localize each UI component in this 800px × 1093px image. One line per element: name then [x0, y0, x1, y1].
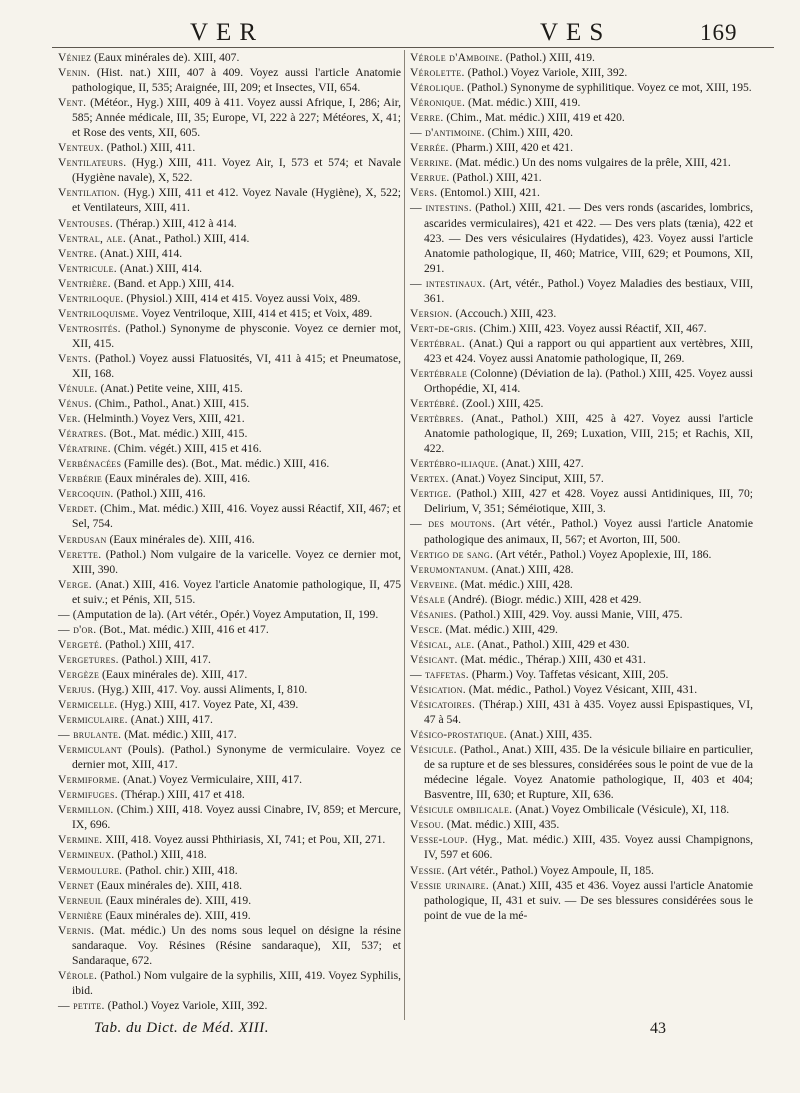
index-entry	[410, 637, 753, 652]
entry-reference: XIII, 418. Voyez aussi Phthiriasis, XI, 741; et Pou, XII, 271.	[102, 833, 386, 847]
entry-reference: (Chim., Pathol., Anat.) XIII, 415.	[91, 397, 250, 411]
index-entry	[58, 486, 401, 501]
entry-headword: Vénule.	[58, 382, 98, 396]
entry-reference: (Météor., Hyg.) XIII, 409 à 411. Voyez aussi Afrique, I, 286; Air, 585; Année médicale, III, 35; Europe, VI, 222 à 227; Météores, X, 41; et Rose des vents, XII, 605.	[72, 96, 401, 140]
index-entry	[410, 155, 753, 170]
index-entry	[58, 968, 401, 998]
entry-headword: Vésale	[410, 592, 446, 606]
entry-headword: — brulante.	[58, 728, 122, 742]
index-entry	[58, 802, 401, 832]
entry-headword: Verbérie	[58, 472, 103, 486]
index-entry	[58, 321, 401, 351]
entry-headword: Vernière	[58, 908, 103, 922]
index-entry	[410, 50, 753, 65]
index-entry	[58, 140, 401, 155]
entry-headword: Ventrière.	[58, 276, 111, 290]
index-entry	[58, 577, 401, 607]
entry-reference: (Pathol.) XIII, 427 et 428. Voyez aussi Antidiniques, III, 70; Delirium, V, 351; Séméiotique, XIII, 3.	[424, 487, 753, 516]
entry-reference: (Hyg.) XIII, 417. Voy. aussi Aliments, I, 810.	[94, 682, 308, 696]
entry-headword: Vercoquin.	[58, 487, 114, 501]
entry-headword: Vermoulure.	[58, 863, 123, 877]
entry-reference: (Eaux minérales de). XIII, 416.	[106, 532, 255, 546]
index-entry	[410, 802, 753, 817]
entry-headword: Verdet.	[58, 502, 98, 516]
entry-reference: (Anat.) XIII, 414.	[117, 261, 203, 275]
entry-reference: (Art vétér., Pathol.) Voyez Apoplexie, III, 186.	[493, 547, 712, 561]
index-entry	[58, 547, 401, 577]
entry-reference: (Pathol.) XIII, 417.	[102, 637, 195, 651]
entry-headword: — petite.	[58, 998, 105, 1012]
entry-reference: (Pathol.) Synonyme de physconie. Voyez ce dernier mot, XII, 415.	[72, 321, 401, 350]
index-entry	[58, 622, 401, 637]
entry-headword: Vermifuges.	[58, 788, 118, 802]
entry-headword: Vésicatoires.	[410, 698, 476, 712]
index-entry	[410, 306, 753, 321]
header-rule	[52, 47, 774, 48]
entry-headword: Vert-de-gris.	[410, 321, 477, 335]
index-entry	[58, 501, 401, 531]
entry-headword: Vérolette.	[410, 66, 465, 80]
index-entry	[58, 231, 401, 246]
left-column	[58, 50, 401, 1013]
index-entry	[410, 652, 753, 667]
entry-reference: (Pharm.) Voy. Taffetas vésicant, XIII, 205.	[468, 667, 669, 681]
entry-headword: Vésical, ale.	[410, 637, 475, 651]
entry-reference: (Anat.) XIII, 416. Voyez l'article Anatomie pathologique, II, 475 et suiv.; et Pénis, XII, 515.	[72, 577, 401, 606]
entry-reference: (Anat.) Voyez Vermiculaire, XIII, 417.	[120, 773, 303, 787]
entry-headword: Verrue.	[410, 171, 450, 185]
entry-headword: Vertèbres.	[410, 412, 464, 426]
entry-reference: (Pathol.) Voyez Variole, XIII, 392.	[464, 66, 628, 80]
entry-headword: Ventral, ale.	[58, 231, 127, 245]
entry-reference: (Physiol.) XIII, 414 et 415. Voyez aussi Voix, 489.	[123, 291, 361, 305]
entry-reference: (Chim.) XIII, 420.	[484, 126, 574, 140]
index-entry	[410, 607, 753, 622]
entry-headword: Ventrosités.	[58, 321, 121, 335]
entry-reference: (Eaux minérales de). XIII, 419.	[102, 908, 251, 922]
entry-reference: (Chim., Mat. médic.) XIII, 419 et 420.	[443, 111, 625, 125]
entry-headword: Verre.	[410, 111, 444, 125]
index-entry	[410, 547, 753, 562]
entry-reference: (Pathol.) XIII, 429. Voy. aussi Manie, VIII, 475.	[456, 607, 683, 621]
footer-text: Tab. du Dict. de Méd. XIII.	[94, 1020, 269, 1036]
header-left: VER	[190, 19, 264, 46]
index-entry	[58, 216, 401, 231]
index-entry	[410, 486, 753, 516]
index-entry	[410, 80, 753, 95]
index-entry	[410, 336, 753, 366]
entry-reference: (Chim.) XIII, 423. Voyez aussi Réactif, XII, 467.	[476, 321, 707, 335]
index-entry	[58, 772, 401, 787]
entry-headword: Version.	[410, 306, 453, 320]
entry-headword: Vermicelle.	[58, 698, 118, 712]
entry-reference: (Mat. médic., Pathol.) Voyez Vésicant, XIII, 431.	[465, 682, 698, 696]
entry-reference: (Anat.) XIII, 435.	[507, 728, 593, 742]
entry-reference: (Anat.) Voyez Sinciput, XIII, 57.	[448, 472, 604, 486]
entry-headword: Verrée.	[410, 141, 449, 155]
entry-reference: (Anat., Pathol.) XIII, 425 à 427. Voyez aussi l'article Anatomie pathologique, II, 269; Luxation, VIII, 215; et Rachis, XII, 422.	[424, 412, 753, 456]
index-entry	[58, 923, 401, 968]
entry-reference: (Chim.) XIII, 418. Voyez aussi Cinabre, IV, 859; et Mercure, IX, 696.	[72, 803, 401, 832]
entry-headword: — taffetas.	[410, 667, 469, 681]
index-entry	[410, 817, 753, 832]
index-entry	[410, 366, 753, 396]
entry-reference: (Art vétér., Pathol.) Voyez aussi l'article Anatomie pathologique des animaux, II, 567; et Avorton, III, 500.	[424, 517, 753, 546]
entry-reference: (Zool.) XIII, 425.	[459, 397, 544, 411]
entry-headword: Verdusan	[58, 532, 107, 546]
entry-headword: Vers.	[410, 186, 438, 200]
entry-headword: Venin.	[58, 66, 91, 80]
entry-reference: (Eaux minérales de). XIII, 416.	[102, 472, 251, 486]
entry-headword: —	[58, 607, 70, 621]
entry-headword: Vergèze	[58, 667, 100, 681]
entry-headword: Vertébral.	[410, 336, 466, 350]
entry-headword: Verbénacées	[58, 457, 122, 471]
index-entry	[58, 667, 401, 682]
index-entry	[410, 140, 753, 155]
index-entry	[410, 411, 753, 456]
entry-reference: (Pathol.) XIII, 421.	[449, 171, 542, 185]
signature-mark: 43	[650, 1020, 666, 1037]
entry-reference: (Entomol.) XIII, 421.	[437, 186, 540, 200]
index-entry	[58, 682, 401, 697]
index-entry	[410, 65, 753, 80]
index-entry	[58, 998, 401, 1013]
entry-headword: Ventriloquisme.	[58, 306, 139, 320]
index-entry	[410, 110, 753, 125]
entry-headword: — d'antimoine.	[410, 126, 485, 140]
index-entry	[58, 652, 401, 667]
index-entry	[410, 276, 753, 306]
entry-reference: (Hist. nat.) XIII, 407 à 409. Voyez aussi l'article Anatomie pathologique, II, 535; Araignée, III, 209; et Insectes, VII, 654.	[72, 66, 401, 95]
index-entry	[410, 396, 753, 411]
entry-reference: (Thérap.) XIII, 412 à 414.	[113, 216, 237, 230]
entry-headword: Véronique.	[410, 96, 466, 110]
entry-headword: Vermiculant	[58, 743, 123, 757]
index-entry	[410, 832, 753, 862]
entry-reference: (Art vétér., Pathol.) Voyez Ampoule, II, 185.	[444, 863, 654, 877]
entry-reference: (Helminth.) Voyez Vers, XIII, 421.	[80, 412, 245, 426]
index-entry	[410, 727, 753, 742]
index-entry	[58, 65, 401, 95]
entry-headword: Vessie urinaire.	[410, 878, 490, 892]
index-entry	[58, 908, 401, 923]
entry-headword: Vénus.	[58, 397, 92, 411]
entry-reference: (Eaux minérales de). XIII, 419.	[103, 893, 252, 907]
index-entry	[410, 577, 753, 592]
entry-headword: Vésicant.	[410, 652, 458, 666]
entry-reference: (André). (Biogr. médic.) XIII, 428 et 429.	[445, 592, 642, 606]
index-entry	[58, 637, 401, 652]
entry-reference: (Pathol.) Nom vulgaire de la varicelle. Voyez ce dernier mot, XIII, 390.	[72, 547, 401, 576]
index-entry	[410, 471, 753, 486]
entry-reference: (Pathol.) Synonyme de syphilitique. Voyez ce mot, XIII, 195.	[464, 81, 752, 95]
entry-reference: (Anat.) XIII, 427.	[498, 457, 584, 471]
index-entry	[58, 306, 401, 321]
index-entry	[58, 607, 401, 622]
entry-reference: (Anat.) Voyez Ombilicale (Vésicule), XI, 118.	[512, 803, 730, 817]
entry-headword: Vésicule ombilicale.	[410, 803, 513, 817]
entry-headword: Vérole d'Amboine.	[410, 51, 503, 64]
index-entry	[58, 426, 401, 441]
index-entry	[58, 471, 401, 486]
entry-headword: — intestinaux.	[410, 276, 486, 290]
index-entry	[58, 381, 401, 396]
entry-headword: Ventilateurs.	[58, 156, 127, 170]
entry-headword: Vésicule.	[410, 743, 457, 757]
entry-headword: Verveine.	[410, 577, 458, 591]
index-entry	[58, 261, 401, 276]
index-entry	[410, 456, 753, 471]
index-entry	[410, 516, 753, 546]
entry-reference: (Pathol.) XIII, 418.	[114, 848, 207, 862]
index-entry	[58, 712, 401, 727]
entry-reference: (Mat. médic.) XIII, 435.	[443, 818, 560, 832]
entry-reference: (Mat. médic., Thérap.) XIII, 430 et 431.	[457, 652, 646, 666]
entry-reference: (Mat. médic.) Un des noms vulgaires de la prêle, XIII, 421.	[452, 156, 731, 170]
entry-reference: (Pathol.) Voyez Variole, XIII, 392.	[104, 998, 268, 1012]
entry-headword: Verumontanum.	[410, 562, 489, 576]
entry-reference: (Mat. médic.) XIII, 417.	[121, 728, 237, 742]
entry-reference: (Anat.) XIII, 414.	[97, 246, 183, 260]
entry-reference: (Mat. médic.) Un des noms sous lequel on désigne la résine sandaraque. Voy. Résines (Résine sandaraque), XII, 537; et Sandaraque, 672.	[72, 923, 401, 967]
index-entry	[58, 787, 401, 802]
entry-headword: Vertige.	[410, 487, 452, 501]
entry-headword: Vermiculaire.	[58, 713, 128, 727]
entry-headword: Vertigo de sang.	[410, 547, 494, 561]
index-entry	[410, 682, 753, 697]
entry-headword: Vermiforme.	[58, 773, 121, 787]
entry-headword: Ventouses.	[58, 216, 114, 230]
index-entry	[410, 622, 753, 637]
entry-headword: Vertex.	[410, 472, 449, 486]
entry-headword: Vertébrale	[410, 366, 468, 380]
entry-reference: (Bot., Mat. médic.) XIII, 416 et 417.	[96, 622, 269, 636]
entry-reference: (Mat. médic.) XIII, 428.	[457, 577, 573, 591]
index-entry	[58, 847, 401, 862]
entry-headword: Verge.	[58, 577, 92, 591]
entry-headword: Vents.	[58, 351, 92, 365]
entry-reference: (Art, vétér., Pathol.) Voyez Maladies des bestiaux, VIII, 361.	[424, 276, 753, 305]
entry-reference: (Mat. médic.) XIII, 429.	[442, 622, 558, 636]
index-entry	[410, 592, 753, 607]
entry-headword: Vesou.	[410, 818, 444, 832]
index-entry	[58, 893, 401, 908]
entry-reference: (Amputation de la). (Art vétér., Opér.) Voyez Amputation, II, 199.	[69, 607, 379, 621]
entry-headword: Verette.	[58, 547, 102, 561]
entry-headword: Vesse-loup.	[410, 833, 468, 847]
index-entry	[58, 727, 401, 742]
entry-reference: (Colonne) (Déviation de la). (Pathol.) XIII, 425. Voyez aussi Orthopédie, XI, 414.	[424, 366, 753, 396]
index-entry	[58, 532, 401, 547]
entry-headword: Venteux.	[58, 141, 104, 155]
entry-headword: Ventilation.	[58, 186, 120, 200]
column-separator	[404, 50, 405, 1020]
index-entry	[58, 276, 401, 291]
index-entry	[58, 697, 401, 712]
entry-reference: (Hyg.) XIII, 411 et 412. Voyez Navale (Hygiène), X, 522; et Ventilateurs, XIII, 411.	[72, 186, 401, 215]
entry-headword: Verneuil	[58, 893, 103, 907]
entry-reference: (Anat.) XIII, 417.	[127, 713, 213, 727]
entry-reference: Voyez Ventriloque, XIII, 414 et 415; et Voix, 489.	[138, 306, 373, 320]
index-entry	[58, 246, 401, 261]
entry-reference: (Anat.) Qui a rapport ou qui appartient aux vertèbres, XIII, 423 et 424. Voyez aussi Anatomie pathologique, II, 269.	[424, 336, 753, 365]
entry-headword: Verrine.	[410, 156, 453, 170]
entry-reference: (Eaux minérales de). XIII, 417.	[99, 667, 248, 681]
index-entry	[58, 50, 401, 65]
entry-headword: Vermineux.	[58, 848, 115, 862]
entry-reference: (Eaux minérales de). XIII, 407.	[91, 51, 240, 64]
entry-reference: (Pharm.) XIII, 420 et 421.	[448, 141, 573, 155]
index-entry	[58, 863, 401, 878]
index-entry	[410, 878, 753, 923]
index-entry	[410, 697, 753, 727]
entry-reference: (Pathol.) XIII, 421. — Des vers ronds (ascarides, lombrics, ascarides vermiculaires), 421 et 422. — Des vers plats (tænia), 422 et 423. — Des vers vésiculaires (Hydatides), 423. Voyez aussi l'article Anatomie pathologique, II, 460; Matrice, VIII, 629; et Poumons, XII, 291.	[424, 201, 753, 275]
entry-reference: (Anat.) XIII, 428.	[488, 562, 574, 576]
index-entry	[410, 321, 753, 336]
entry-reference: (Pathol.) Nom vulgaire de la syphilis, XIII, 419. Voyez Syphilis, ibid.	[72, 968, 401, 997]
entry-headword: Vérole.	[58, 968, 98, 982]
entry-reference: (Hyg., Mat. médic.) XIII, 435. Voyez aussi Champignons, IV, 597 et 606.	[424, 833, 753, 862]
index-entry	[410, 200, 753, 275]
entry-headword: Vératres.	[58, 427, 107, 441]
entry-headword: Vessie.	[410, 863, 445, 877]
index-entry	[58, 185, 401, 215]
entry-reference: (Accouch.) XIII, 423.	[452, 306, 557, 320]
entry-headword: Vergetures.	[58, 652, 119, 666]
entry-reference: (Band. et App.) XIII, 414.	[110, 276, 235, 290]
entry-headword: Vernis.	[58, 923, 95, 937]
entry-reference: (Pathol.) XIII, 411.	[103, 141, 196, 155]
entry-headword: Verjus.	[58, 682, 95, 696]
index-entry	[58, 742, 401, 772]
entry-headword: Vésanies.	[410, 607, 457, 621]
entry-reference: (Pathol.) Voyez aussi Flatuosités, VI, 411 à 415; et Pneumatose, XII, 168.	[72, 351, 401, 380]
entry-headword: Ver.	[58, 412, 81, 426]
index-entry	[58, 95, 401, 140]
entry-headword: — intestins.	[410, 201, 472, 215]
entry-headword: Vesce.	[410, 622, 443, 636]
page-number: 169	[700, 20, 738, 45]
entry-reference: (Anat., Pathol.) XIII, 414.	[126, 231, 250, 245]
index-entry	[410, 742, 753, 802]
entry-headword: Vésico-prostatique.	[410, 728, 508, 742]
index-entry	[58, 878, 401, 893]
entry-reference: (Chim., Mat. médic.) XIII, 416. Voyez aussi Réactif, XII, 467; et Sel, 754.	[72, 502, 401, 531]
entry-headword: Vertébré.	[410, 397, 460, 411]
index-entry	[58, 291, 401, 306]
index-entry	[410, 95, 753, 110]
entry-headword: Ventriloque.	[58, 291, 124, 305]
entry-reference: (Anat., Pathol.) XIII, 429 et 430.	[474, 637, 630, 651]
running-header	[0, 18, 800, 48]
entry-reference: (Anat.) Petite veine, XIII, 415.	[97, 382, 243, 396]
index-entry	[410, 863, 753, 878]
index-entry	[410, 185, 753, 200]
entry-headword: Véniez	[58, 51, 92, 64]
index-entry	[410, 170, 753, 185]
entry-headword: Vératrine.	[58, 442, 111, 456]
index-entry	[58, 351, 401, 381]
entry-headword: Ventricule.	[58, 261, 118, 275]
entry-headword: Vermine.	[58, 833, 103, 847]
index-entry	[410, 125, 753, 140]
entry-reference: (Mat. médic.) XIII, 419.	[465, 96, 581, 110]
entry-reference: (Famille des). (Bot., Mat. médic.) XIII, 416.	[121, 457, 330, 471]
entry-reference: (Pathol. chir.) XIII, 418.	[122, 863, 238, 877]
right-column	[410, 50, 753, 923]
entry-reference: (Thérap.) XIII, 417 et 418.	[117, 788, 245, 802]
index-entry	[58, 396, 401, 411]
entry-headword: Vernet	[58, 878, 94, 892]
index-entry	[58, 155, 401, 185]
entry-reference: (Pathol.) XIII, 417.	[118, 652, 211, 666]
entry-headword: Ventre.	[58, 246, 98, 260]
index-entry	[410, 562, 753, 577]
entry-headword: Vergeté.	[58, 637, 103, 651]
entry-headword: — d'or.	[58, 622, 97, 636]
index-entry	[58, 441, 401, 456]
entry-reference: (Pathol., Anat.) XIII, 435. De la vésicule biliaire en particulier, de sa rupture et de ses blessures, considérées sous le point de vue de la médecine légale. Voyez Anatomie pathologique, II, 403 et 404; Basventre, III, 630; et Rupture, XII, 636.	[424, 743, 753, 802]
entry-reference: (Bot., Mat. médic.) XIII, 415.	[106, 427, 248, 441]
entry-headword: Vertébro-iliaque.	[410, 457, 499, 471]
header-right: VES	[540, 19, 612, 46]
entry-reference: (Hyg.) XIII, 417. Voyez Pate, XI, 439.	[117, 698, 299, 712]
index-entry	[58, 456, 401, 471]
entry-reference: (Hyg.) XIII, 411. Voyez Air, I, 573 et 574; et Navale (Hygiène navale), X, 522.	[72, 156, 401, 185]
entry-reference: (Pathol.) XIII, 419.	[502, 51, 595, 64]
entry-reference: (Pouls). (Pathol.) Synonyme de vermiculaire. Voyez ce dernier mot, XIII, 417.	[72, 743, 401, 772]
entry-headword: — des moutons.	[410, 517, 496, 531]
index-entry	[410, 667, 753, 682]
entry-headword: Vérolique.	[410, 81, 465, 95]
entry-headword: Vermillon.	[58, 803, 114, 817]
entry-headword: Vent.	[58, 96, 87, 110]
entry-reference: (Pathol.) XIII, 416.	[113, 487, 206, 501]
entry-reference: (Chim. végét.) XIII, 415 et 416.	[110, 442, 262, 456]
entry-reference: (Thérap.) XIII, 431 à 435. Voyez aussi Epispastiques, VI, 47 à 54.	[424, 698, 753, 727]
entry-reference: (Eaux minérales de). XIII, 418.	[93, 878, 243, 892]
index-entry	[58, 411, 401, 426]
index-entry	[58, 832, 401, 847]
entry-headword: Vésication.	[410, 682, 466, 696]
entry-reference: (Anat.) XIII, 435 et 436. Voyez aussi l'article Anatomie pathologique, II, 431 et suiv. — De ses blessures considérées sous le point de vue de la mé-	[424, 878, 754, 922]
